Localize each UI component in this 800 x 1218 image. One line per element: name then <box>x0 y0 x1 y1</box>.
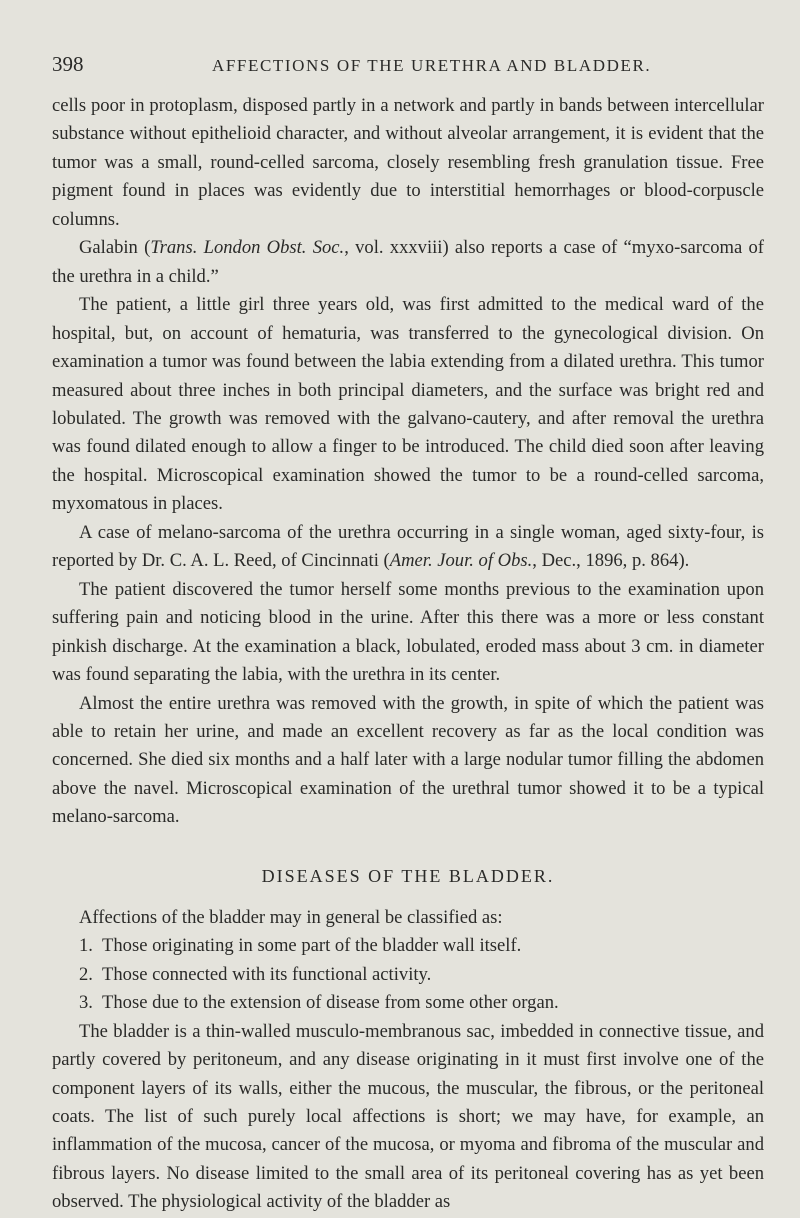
list-text: Those originating in some part of the bladder wall itself. <box>102 935 522 957</box>
section-intro: Affections of the bladder may in general be classified as: <box>79 906 503 928</box>
paragraph: Galabin (Trans. London Obst. Soc., vol. xxxviii) also reports a case of “myxo-sarcoma of the urethra in a child.” <box>52 237 764 287</box>
body-text <box>52 92 764 1217</box>
list-item <box>52 932 764 960</box>
list-number: 1. <box>79 935 93 957</box>
list-text: Those due to the extension of disease from some other organ. <box>102 992 559 1014</box>
paragraph: A case of melano-sarcoma of the urethra occurring in a single woman, aged sixty-four, is reported by Dr. C. A. L. Reed, of Cincinnati (Amer. Jour. of Obs., Dec., 1896, p. 864). <box>52 521 764 572</box>
running-title: AFFECTIONS OF THE URETHRA AND BLADDER. <box>212 56 652 75</box>
paragraph: The bladder is a thin-walled musculo-membranous sac, imbedded in connective tissue, and partly covered by peritoneum, and any disease originating in it must first involve one of the component layers of its walls, either the mucous, the muscular, the fibrous, or the peritoneal coats. The list of such purely local affections is short; we may have, for example, an inflammation of the mucosa, cancer of the mucosa, or myoma and fibroma of the muscular and fibrous layers. No disease limited to the small area of its peritoneal covering has as yet been observed. The physiological activity of the bladder as <box>52 1020 764 1213</box>
section-heading: DISEASES OF THE BLADDER. <box>261 865 555 886</box>
running-head <box>52 52 764 80</box>
citation: Trans. London Obst. Soc. <box>150 237 345 259</box>
paragraph: Almost the entire urethra was removed with the growth, in spite of which the patient was able to retain her urine, and made an excellent recovery as far as the local condition was concerned. She died six months and a half later with a large nodular tumor filling the abdomen above the navel. Microscopical examination of the urethral tumor showed it to be a typical melano-sarcoma. <box>52 692 764 828</box>
list-item <box>52 989 764 1017</box>
paragraph: The patient discovered the tumor herself some months previous to the examination upon suffering pain and noticing blood in the urine. After this there was a more or less constant pinkish discharge. At the examination a black, lobulated, eroded mass about 3 cm. in diameter was found separating the labia, with the urethra in its center. <box>52 578 764 686</box>
paragraph: The patient, a little girl three years old, was first admitted to the medical ward of the hospital, but, on account of hematuria, was transferred to the gynecological division. On examination a tumor was found between the labia extending from a dilated urethra. This tumor measured about three inches in both principal diameters, and the surface was bright red and lobulated. The growth was removed with the galvano-cautery, and after removal the urethra was found dilated enough to allow a finger to be introduced. The child died soon after leaving the hospital. Microscopical examination showed the tumor to be a round-celled sarcoma, myxomatous in places. <box>52 294 764 515</box>
citation: Amer. Jour. of Obs. <box>389 550 533 572</box>
list-number: 2. <box>79 963 93 985</box>
list-text: Those connected with its functional activity. <box>102 963 432 985</box>
page-number: 398 <box>52 52 84 76</box>
paragraph: cells poor in protoplasm, disposed partly in a network and partly in bands between intercellular substance without epithelioid character, and without alveolar arrangement, it is evident that the tumor was a small, round-celled sarcoma, closely resembling fresh granulation tissue. Free pigment found in places was evidently due to interstitial hemorrhages or blood-corpuscle columns. <box>52 95 764 230</box>
list-number: 3. <box>79 992 93 1014</box>
list-item <box>52 961 764 989</box>
